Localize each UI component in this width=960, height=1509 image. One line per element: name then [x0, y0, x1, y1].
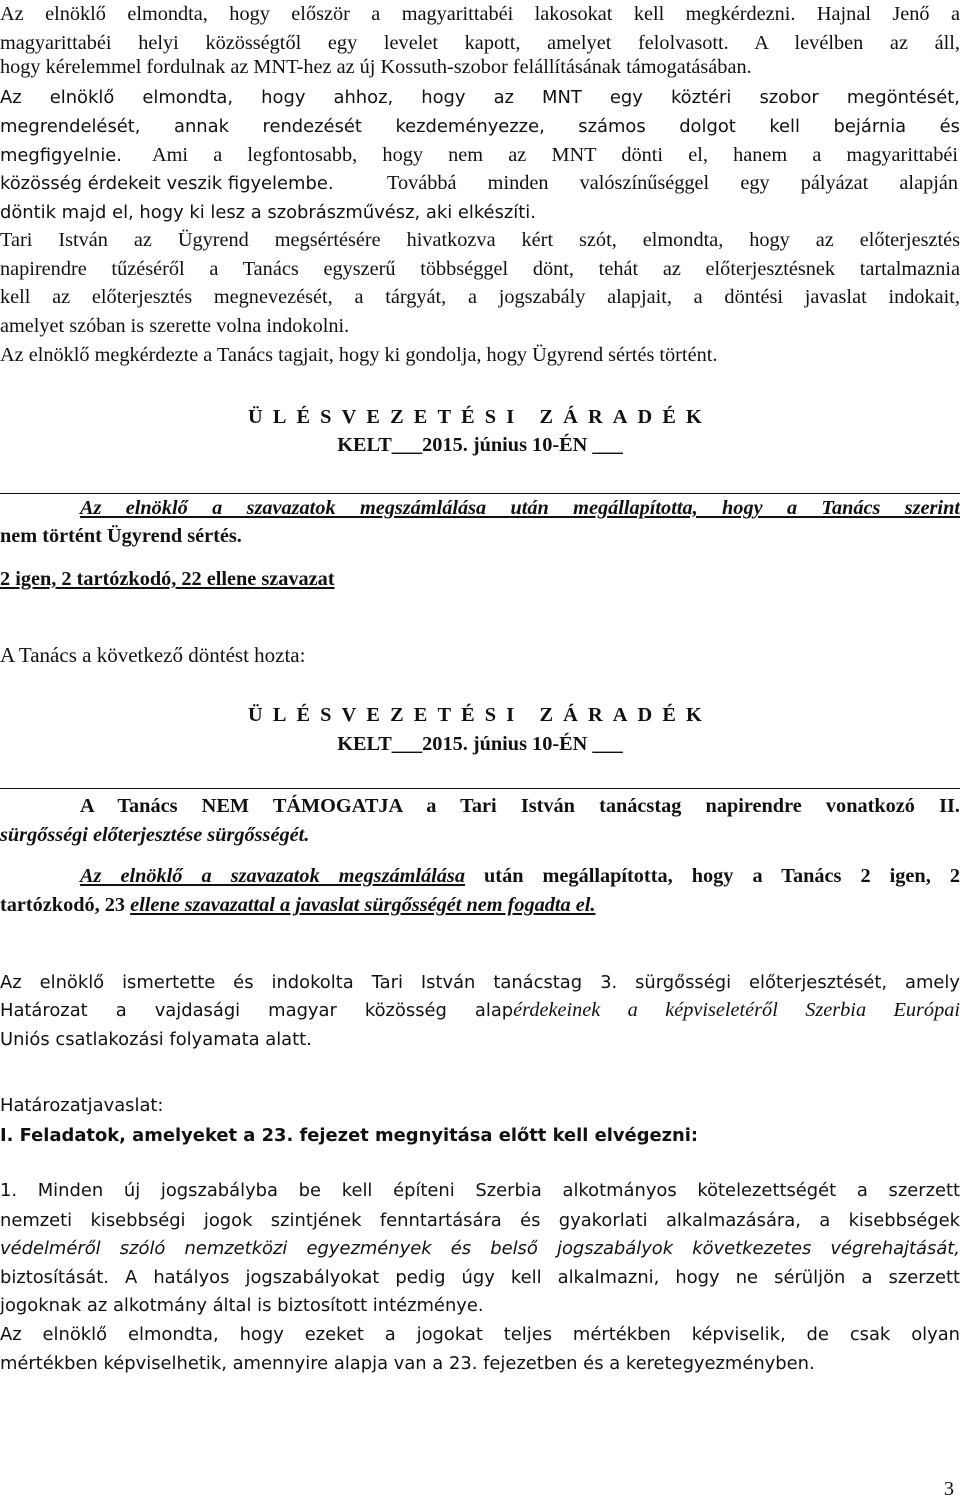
resolution-text: nem történt Ügyrend sértés.: [0, 525, 242, 547]
body-line: amelyet szóban is szerette volna indokolni.: [0, 315, 350, 337]
body-line: Uniós csatlakozási folyamata alatt.: [0, 1029, 312, 1050]
vote-result: 2 igen, 2 tartózkodó, 22 ellene szavazat: [0, 568, 335, 590]
proposal-label: Határozatjavaslat:: [0, 1095, 164, 1116]
resolution-text: Az elnöklő a szavazatok megszámlálása után megállapította, hogy a Tanács 2 igen, 2: [80, 865, 960, 887]
body-line: kell az előterjesztés megnevezését, a tárgyát, a jogszabály alapjait, a döntési javaslat indokait,: [0, 286, 960, 308]
resolution-text: A Tanács NEM TÁMOGATJA a Tari István tanácstag napirendre vonatkozó II.: [80, 795, 960, 817]
body-line: Az elnöklő elmondta, hogy ezeket a jogokat teljes mértékben képviselik, de csak olyan: [0, 1324, 960, 1345]
body-line: Az elnöklő elmondta, hogy először a magyarittabéi lakosokat kell megkérdezni. Hajnal Jenő a: [0, 3, 960, 25]
body-line: közösség érdekeit veszik figyelembe.: [0, 173, 334, 194]
resolution-text: sürgősségi előterjesztése sürgősségét.: [0, 824, 310, 846]
divider: [0, 788, 960, 789]
body-line: Továbbá minden valószínűséggel egy pályázat alapján: [387, 172, 958, 194]
resolution-text: tartózkodó, 23 ellene szavazattal a javaslat sürgősségét nem fogadta el.: [0, 894, 596, 916]
body-line: megrendelését, annak rendezését kezdeményezze, számos dolgot kell bejárnia és: [0, 116, 960, 137]
body-line: Ami a legfontosabb, hogy nem az MNT dönti el, hanem a magyarittabéi: [152, 144, 958, 166]
body-line: biztosítását. A hatályos jogszabályokat pedig úgy kell alkalmazni, hogy ne sérüljön a szerzett: [0, 1267, 960, 1288]
resolution-heading: ÜLÉSVEZETÉSI ZÁRADÉK: [248, 704, 712, 726]
body-line: döntik majd el, hogy ki lesz a szobrászművész, aki elkészíti.: [0, 202, 536, 223]
body-line: hogy kérelemmel fordulnak az MNT-hez az új Kossuth-szobor felállításának támogatásában.: [0, 56, 752, 78]
body-line: nemzeti kisebbségi jogok szintjének fenntartására és gyakorlati alkalmazására, a kisebbségek: [0, 1210, 960, 1231]
body-line: Az elnöklő megkérdezte a Tanács tagjait, hogy ki gondolja, hogy Ügyrend sértés történt.: [0, 344, 718, 366]
resolution-heading: ÜLÉSVEZETÉSI ZÁRADÉK: [248, 406, 712, 428]
body-line: Az elnöklő ismertette és indokolta Tari István tanácstag 3. sürgősségi előterjesztését, amely: [0, 972, 960, 993]
decision-intro: A Tanács a következő döntést hozta:: [0, 643, 306, 667]
page-number: 3: [943, 1478, 954, 1500]
body-line: jogoknak az alkotmány által is biztosított intézménye.: [0, 1295, 484, 1316]
body-line: 1. Minden új jogszabályba be kell építeni Szerbia alkotmányos kötelezettségét a szerzett: [0, 1180, 960, 1201]
body-line: Határozat a vajdasági magyar közösség alapérdekeinek a képviseletéről Szerbia Európai: [0, 999, 960, 1021]
body-line: napirendre tűzéséről a Tanács egyszerű többséggel dönt, tehát az előterjesztésnek tartalmaznia: [0, 258, 960, 280]
resolution-text: Az elnöklő a szavazatok megszámlálása után megállapította, hogy a Tanács szerint: [80, 497, 960, 519]
body-line: Az elnöklő elmondta, hogy ahhoz, hogy az MNT egy köztéri szobor megöntését,: [0, 87, 960, 108]
resolution-date: KELT___2015. június 10-ÉN ___: [337, 733, 623, 755]
body-line: magyarittabéi helyi közösségtől egy levelet kapott, amelyet felolvasott. A levélben az áll,: [0, 32, 960, 54]
body-line: megfigyelnie.: [0, 145, 122, 166]
body-line: védelméről szóló nemzetközi egyezmények és belső jogszabályok következetes végrehajtását,: [0, 1238, 960, 1259]
section-title: I. Feladatok, amelyeket a 23. fejezet megnyitása előtt kell elvégezni:: [0, 1125, 699, 1146]
body-line: mértékben képviselhetik, amennyire alapja van a 23. fejezetben és a keretegyezményben.: [0, 1353, 815, 1374]
resolution-date: KELT___2015. június 10-ÉN ___: [337, 434, 623, 456]
body-line: Tari István az Ügyrend megsértésére hivatkozva kért szót, elmondta, hogy az előterjesztés: [0, 229, 960, 251]
